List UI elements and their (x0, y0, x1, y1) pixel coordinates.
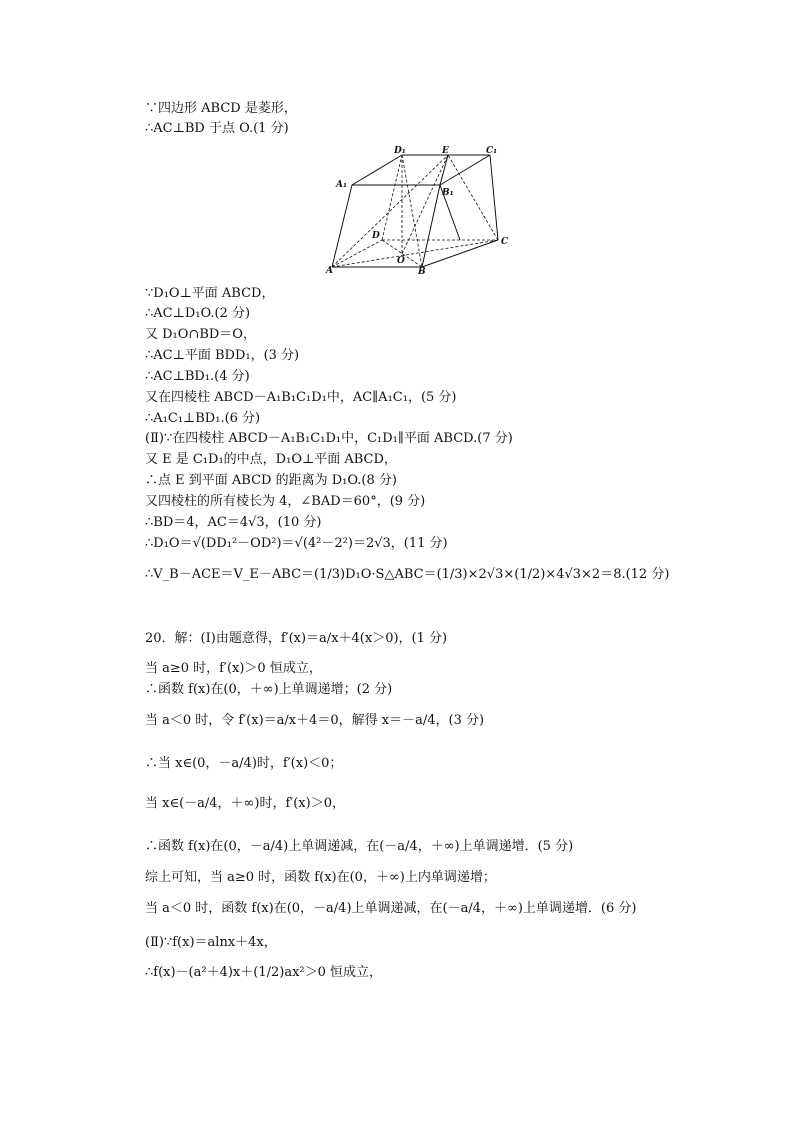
edge-bb1 (422, 185, 440, 267)
text-line: ∵D₁O⊥平面 ABCD， (145, 286, 275, 301)
label-e: E (442, 146, 449, 156)
text-line: ∴AC⊥BD₁.(4 分) (145, 369, 250, 384)
text-line: 当 x∈(－a/4，＋∞)时，f′(x)＞0， (145, 796, 345, 811)
text-line: 当 a＜0 时，令 f′(x)＝a/x＋4＝0，解得 x＝－a/4，(3 分) (145, 713, 485, 728)
prism-figure (326, 145, 509, 277)
text-line: ∴D₁O＝√(DD₁²－OD²)＝√(4²－2²)＝2√3，(11 分) (145, 536, 448, 551)
text-line: ∴AC⊥平面 BDD₁，(3 分) (145, 348, 300, 363)
text-line: 综上可知，当 a≥0 时，函数 f(x)在(0，＋∞)上内单调递增； (145, 870, 496, 885)
label-c1: C₁ (486, 146, 498, 156)
edge-c1b1 (440, 155, 490, 185)
seg-ae (332, 155, 448, 267)
edge-dd1 (382, 155, 402, 240)
text-line: 当 a≥0 时，f′(x)＞0 恒成立， (145, 661, 322, 676)
label-c: C (501, 237, 509, 247)
seg-oe (402, 155, 448, 254)
text-line: 又 E 是 C₁D₁的中点，D₁O⊥平面 ABCD， (145, 452, 397, 467)
text-line: 当 a＜0 时，函数 f(x)在(0，－a/4)上单调递减，在(－a/4，＋∞)上单调递增．(6 分) (145, 901, 637, 916)
text-line: ∴BD＝4，AC＝4√3，(10 分) (145, 515, 322, 530)
text-line: ∴AC⊥BD 于点 O.(1 分) (145, 121, 289, 136)
text-line: (Ⅱ)∵在四棱柱 ABCD－A₁B₁C₁D₁中，C₁D₁∥平面 ABCD.(7 分) (145, 431, 513, 446)
text-line: 又在四棱柱 ABCD－A₁B₁C₁D₁中，AC∥A₁C₁，(5 分) (145, 390, 457, 405)
label-d1: D₁ (394, 146, 406, 156)
text-line: ∴点 E 到平面 ABCD 的距离为 D₁O.(8 分) (145, 473, 397, 488)
edge-aa1 (332, 185, 352, 267)
label-d: D (372, 231, 380, 241)
label-a1: A₁ (336, 180, 347, 190)
text-line: 20．解：(Ⅰ)由题意得，f′(x)＝a/x＋4(x＞0)，(1 分) (145, 631, 448, 646)
text-line: ∴V_B－ACE＝V_E－ABC＝(1/3)D₁O·S△ABC＝(1/3)×2√3×(1/2)×4√3×2＝8.(12 分) (145, 567, 670, 582)
edge-bc (422, 240, 498, 267)
label-o: O (397, 256, 405, 266)
text-line: ∴函数 f(x)在(0，－a/4)上单调递减，在(－a/4，＋∞)上单调递增．(5 分) (145, 839, 574, 854)
text-line: ∴A₁C₁⊥BD₁.(6 分) (145, 411, 261, 426)
text-line: 又 D₁O∩BD＝O， (145, 327, 256, 342)
label-b: B (418, 267, 426, 277)
text-line: (Ⅱ)∵f(x)＝alnx＋4x， (145, 935, 277, 950)
text-line: ∴f(x)－(a²＋4)x＋(1/2)ax²＞0 恒成立， (145, 965, 383, 980)
edge-a1d1 (352, 155, 402, 185)
seg-d1b (402, 155, 422, 267)
diag-ac (332, 240, 498, 267)
text-line: ∴AC⊥D₁O.(2 分) (145, 306, 251, 321)
label-a: A (326, 266, 333, 276)
text-line: ∴当 x∈(0，－a/4)时，f′(x)＜0； (145, 756, 343, 771)
edge-cc1 (490, 155, 498, 240)
text-line: ∴函数 f(x)在(0，＋∞)上单调递增；(2 分) (145, 682, 393, 697)
text-line: ∵四边形 ABCD 是菱形， (145, 101, 297, 116)
label-b1: B₁ (442, 188, 454, 198)
text-line: 又四棱柱的所有棱长为 4，∠BAD＝60°，(9 分) (145, 494, 426, 509)
